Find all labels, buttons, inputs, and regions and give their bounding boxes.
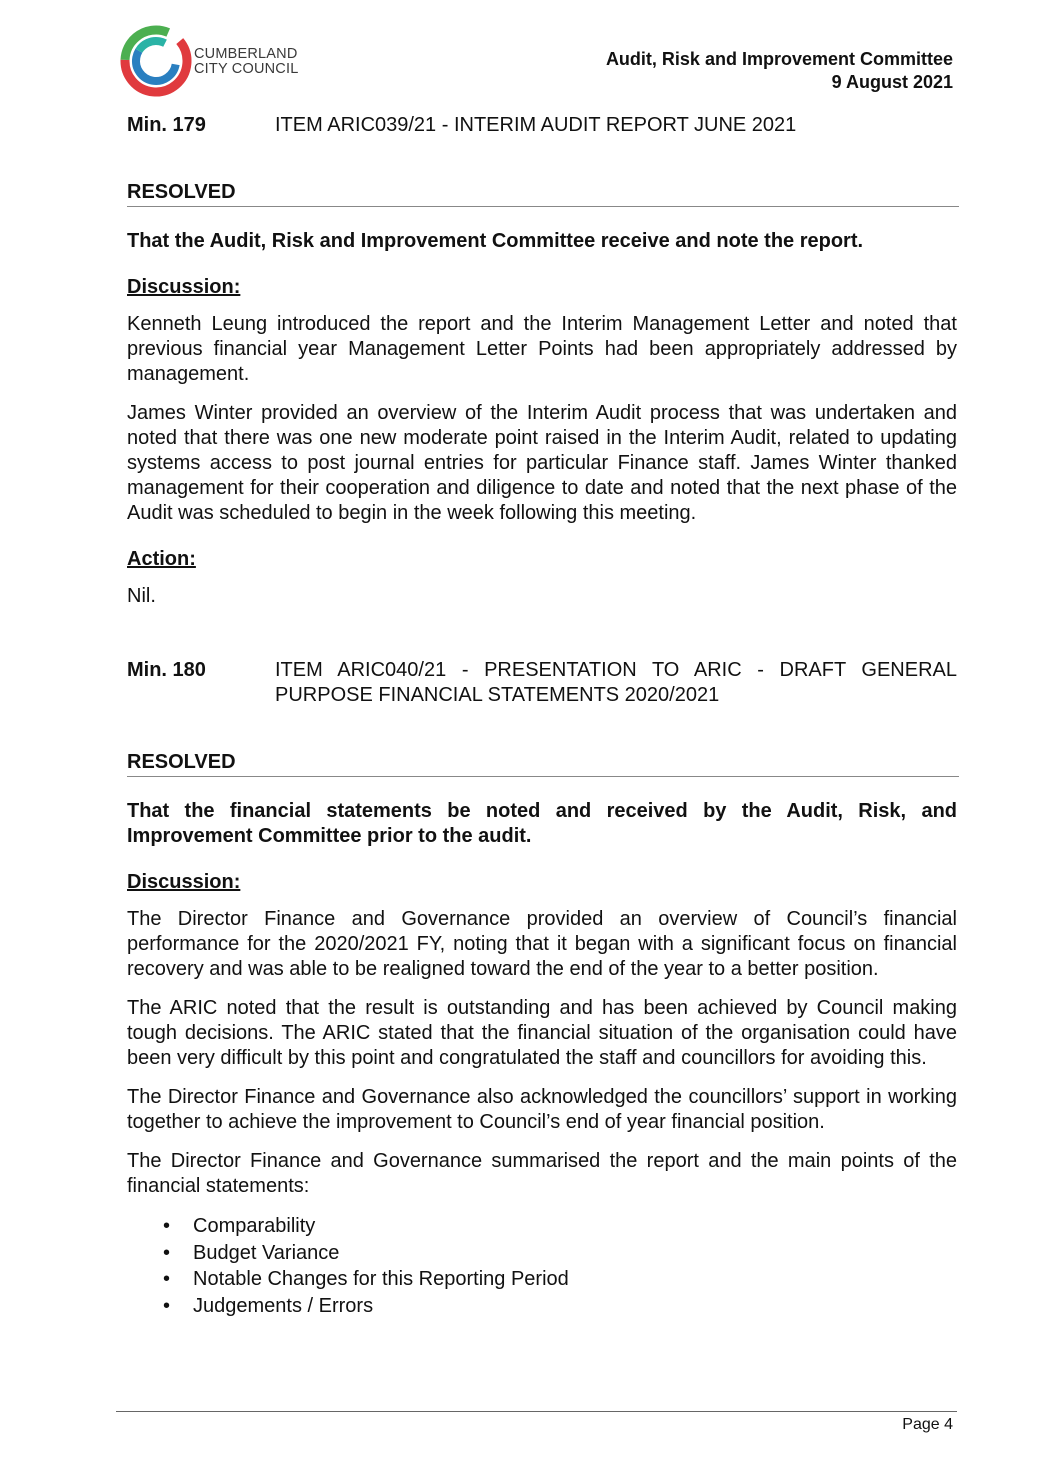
committee-name: Audit, Risk and Improvement Committee (605, 49, 953, 69)
minute-number: Min. 180 (127, 659, 206, 681)
logo-line-2: CITY COUNCIL (194, 61, 299, 77)
discussion-heading: Discussion: (127, 871, 241, 893)
discussion-paragraph: The ARIC noted that the result is outstanding and has been achieved by Council making tough decisions. The ARIC stated that the financial situation of the organisation could have been very difficult by this point and congratulated the staff and councillors for avoiding this. (127, 997, 957, 1069)
minutes-content (127, 113, 957, 1319)
council-logo (120, 20, 320, 102)
page-header (606, 48, 953, 94)
minute-heading-179 (127, 113, 957, 138)
discussion-paragraph: Kenneth Leung introduced the report and the Interim Management Letter and noted that previous financial year Management Letter Points had been appropriately addressed by management. (127, 313, 957, 385)
statement-points-list (127, 1213, 957, 1319)
item-title: ITEM ARIC039/21 - INTERIM AUDIT REPORT JUNE 2021 (275, 114, 797, 136)
resolution-motion: That the financial statements be noted and received by the Audit, Risk, and Improvement Committee prior to the audit. (127, 800, 957, 847)
logo-text (194, 47, 298, 77)
item-title: ITEM ARIC040/21 - PRESENTATION TO ARIC - DRAFT GENERAL PURPOSE FINANCIAL STATEMENTS 2020/2021 (275, 659, 957, 706)
resolved-heading: RESOLVED (127, 750, 959, 777)
list-item: • Budget Variance (163, 1240, 957, 1267)
discussion-paragraph: James Winter provided an overview of the Interim Audit process that was undertaken and noted that there was one new moderate point raised in the Interim Audit, related to updating systems access to post journal entries for particular Finance staff. James Winter thanked management for their cooperation and diligence to date and noted that the next phase of the Audit was scheduled to begin in the week following this meeting. (127, 402, 957, 524)
list-item: • Notable Changes for this Reporting Period (163, 1266, 957, 1293)
council-logo-icon (120, 20, 192, 102)
action-heading: Action: (127, 548, 196, 570)
logo-line-1: CUMBERLAND (194, 46, 298, 62)
discussion-paragraph: The Director Finance and Governance also acknowledged the councillors’ support in working together to achieve the improvement to Council’s end of year financial position. (127, 1086, 957, 1133)
discussion-paragraph: The Director Finance and Governance summarised the report and the main points of the financial statements: (127, 1150, 957, 1197)
page-number: Page 4 (902, 1416, 953, 1433)
list-item: • Comparability (163, 1213, 957, 1240)
action-text: Nil. (127, 585, 156, 607)
meeting-date: 9 August 2021 (831, 72, 953, 92)
footer-divider (116, 1411, 957, 1412)
resolution-motion: That the Audit, Risk and Improvement Committee receive and note the report. (127, 230, 864, 252)
discussion-heading: Discussion: (127, 276, 241, 298)
minute-number: Min. 179 (127, 114, 206, 136)
resolved-heading: RESOLVED (127, 180, 959, 207)
list-item: • Judgements / Errors (163, 1293, 957, 1320)
minute-heading-180 (127, 658, 957, 708)
discussion-paragraph: The Director Finance and Governance provided an overview of Council’s financial performance for the 2020/2021 FY, noting that it began with a significant focus on financial recovery and was able to be realigned toward the end of the year to a better position. (127, 908, 957, 980)
